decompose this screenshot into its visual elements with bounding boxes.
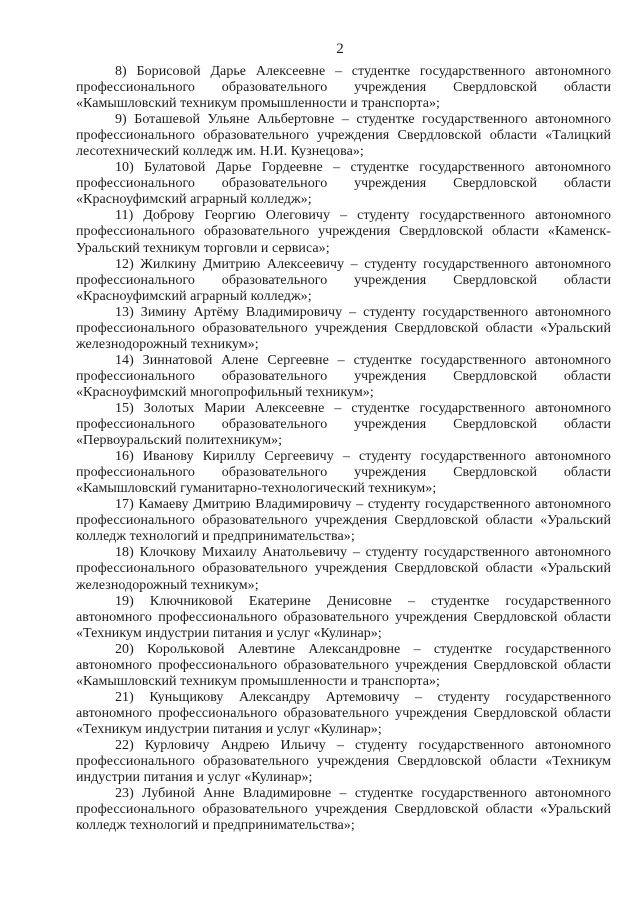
list-item-13: 13) Зимину Артёму Владимировичу – студенту государственного автономного профессионального образовательного учреждения Свердловской области «Уральский железнодорожный техникум»;: [76, 304, 611, 352]
list-item-8: 8) Борисовой Дарье Алексеевне – студентке государственного автономного профессионального образовательного учреждения Свердловской области «Камышловский техникум промышленности и транспорта»;: [76, 64, 611, 112]
list-item-9: 9) Боташевой Ульяне Альбертовне – студентке государственного автономного профессионального образовательного учреждения Свердловской области «Талицкий лесотехнический колледж им. Н.И. Кузнецова»;: [76, 112, 611, 160]
list-item-17: 17) Камаеву Дмитрию Владимировичу – студенту государственного автономного профессионального образовательного учреждения Свердловской области «Уральский колледж технологий и предпринимательства»;: [76, 497, 611, 545]
list-item-21: 21) Куньщикову Александру Артемовичу – студенту государственного автономного профессионального образовательного учреждения Свердловской области «Техникум индустрии питания и услуг «Кулинар»;: [76, 689, 611, 737]
list-item-16: 16) Иванову Кириллу Сергеевичу – студенту государственного автономного профессионального образовательного учреждения Свердловской области «Камышловский гуманитарно-технологический техникум»;: [76, 449, 611, 497]
page-number: 2: [336, 41, 344, 57]
list-item-23: 23) Лубиной Анне Владимировне – студентке государственного автономного профессионального образовательного учреждения Свердловской области «Уральский колледж технологий и предпринимательства»;: [76, 786, 611, 834]
list-item-18: 18) Клочкову Михаилу Анатольевичу – студенту государственного автономного профессионального образовательного учреждения Свердловской области «Уральский железнодорожный техникум»;: [76, 545, 611, 593]
list-item-22: 22) Курловичу Андрею Ильичу – студенту государственного автономного профессионального образовательного учреждения Свердловской области «Техникум индустрии питания и услуг «Кулинар»;: [76, 737, 611, 786]
list-item-19: 19) Ключниковой Екатерине Денисовне – студентке государственного автономного профессионального образовательного учреждения Свердловской области «Техникум индустрии питания и услуг «Кулинар»;: [76, 593, 611, 641]
list-item-11: 11) Доброву Георгию Олеговичу – студенту государственного автономного профессионального образовательного учреждения Свердловской области «Каменск-Уральский техникум торговли и сервиса»;: [76, 208, 611, 256]
document-body: [76, 64, 611, 834]
list-item-12: 12) Жилкину Дмитрию Алексеевичу – студенту государственного автономного профессионального образовательного учреждения Свердловской области «Красноуфимский аграрный колледж»;: [76, 256, 611, 304]
list-item-14: 14) Зиннатовой Алене Сергеевне – студентке государственного автономного профессионального образовательного учреждения Свердловской области «Красноуфимский многопрофильный техникум»;: [76, 352, 611, 400]
list-item-10: 10) Булатовой Дарье Гордеевне – студентке государственного автономного профессионального образовательного учреждения Свердловской области «Красноуфимский аграрный колледж»;: [76, 160, 611, 208]
list-item-15: 15) Золотых Марии Алексеевне – студентке государственного автономного профессионального образовательного учреждения Свердловской области «Первоуральский политехникум»;: [76, 400, 611, 449]
list-item-20: 20) Корольковой Алевтине Александровне – студентке государственного автономного профессионального образовательного учреждения Свердловской области «Камышловский техникум промышленности и транспорта»;: [76, 641, 611, 689]
